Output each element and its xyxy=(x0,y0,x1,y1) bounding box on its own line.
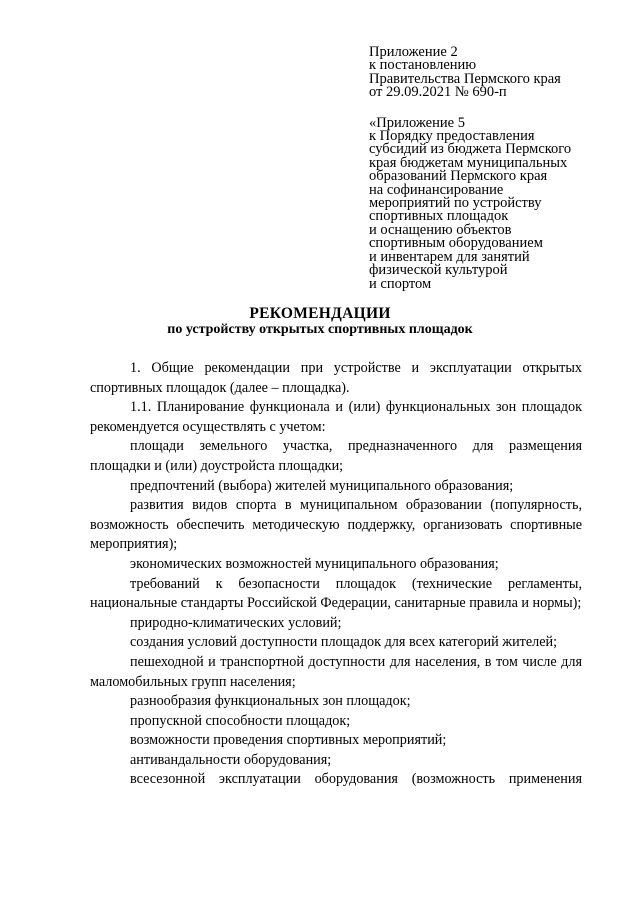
appendix-5-line: и инвентарем для занятий xyxy=(369,248,530,265)
appendix-2-line: от 29.09.2021 № 690-п xyxy=(369,84,507,101)
paragraph: 1.1. Планирование функционала и (или) функциональных зон площадок рекомендуется осуществлять с учетом: xyxy=(90,399,582,435)
appendix-5-line: образований Пермского края xyxy=(369,168,548,185)
paragraph: площади земельного участка, предназначенного для размещения площадки и (или) доустройста площадки; xyxy=(90,438,582,474)
appendix-2-line: Приложение 2 xyxy=(369,44,458,60)
paragraph: экономических возможностей муниципального образования; xyxy=(130,555,499,572)
appendix-5-line: спортивных площадок xyxy=(369,208,509,225)
paragraph: антивандальности оборудования; xyxy=(130,751,332,768)
paragraph: пешеходной и транспортной доступности для населения, в том числе для маломобильных групп населения; xyxy=(90,653,582,690)
paragraph: создания условий доступности площадок для всех категорий жителей; xyxy=(130,634,558,651)
paragraph: требований к безопасности площадок (технические регламенты, национальные стандарты Российской Федерации, санитарные правила и нормы); xyxy=(90,575,582,612)
appendix-5-line: к Порядку предоставления xyxy=(369,128,535,145)
appendix-2-line: Правительства Пермского края xyxy=(369,70,561,87)
appendix-2-line: к постановлению xyxy=(369,57,477,74)
appendix-5-line: и оснащению объектов xyxy=(369,221,512,238)
paragraph: разнообразия функциональных зон площадок; xyxy=(130,693,411,710)
paragraph: пропускной способности площадок; xyxy=(130,712,351,729)
document-body xyxy=(90,359,582,790)
appendix-5-line: и спортом xyxy=(369,275,432,292)
appendix-header xyxy=(369,46,609,291)
appendix-5-line: на софинансирование xyxy=(369,181,504,198)
paragraph: возможности проведения спортивных мероприятий; xyxy=(130,732,447,749)
document-subtitle: по устройству открытых спортивных площадок xyxy=(167,322,473,337)
paragraph: природно-климатических условий; xyxy=(130,614,342,631)
appendix-5-line: субсидий из бюджета Пермского xyxy=(369,141,572,158)
appendix-5-line: мероприятий по устройству xyxy=(369,195,542,212)
appendix-5-line: спортивным оборудованием xyxy=(369,235,543,252)
appendix-5-line: края бюджетам муниципальных xyxy=(369,154,568,171)
paragraph: предпочтений (выбора) жителей муниципального образования; xyxy=(130,477,514,494)
appendix-5-line: физической культурой xyxy=(369,262,508,279)
document-title: РЕКОМЕНДАЦИИ xyxy=(249,305,391,322)
appendix-5-line: «Приложение 5 xyxy=(369,114,465,131)
paragraph: 1. Общие рекомендации при устройстве и эксплуатации открытых спортивных площадок (далее – площадка). xyxy=(90,360,582,396)
paragraph: развития видов спорта в муниципальном образовании (популярность, возможность обеспечить методическую поддержку, организовать спортивные мероприятия); xyxy=(90,497,582,553)
paragraph: всесезонной эксплуатации оборудования (возможность применения xyxy=(130,771,582,788)
